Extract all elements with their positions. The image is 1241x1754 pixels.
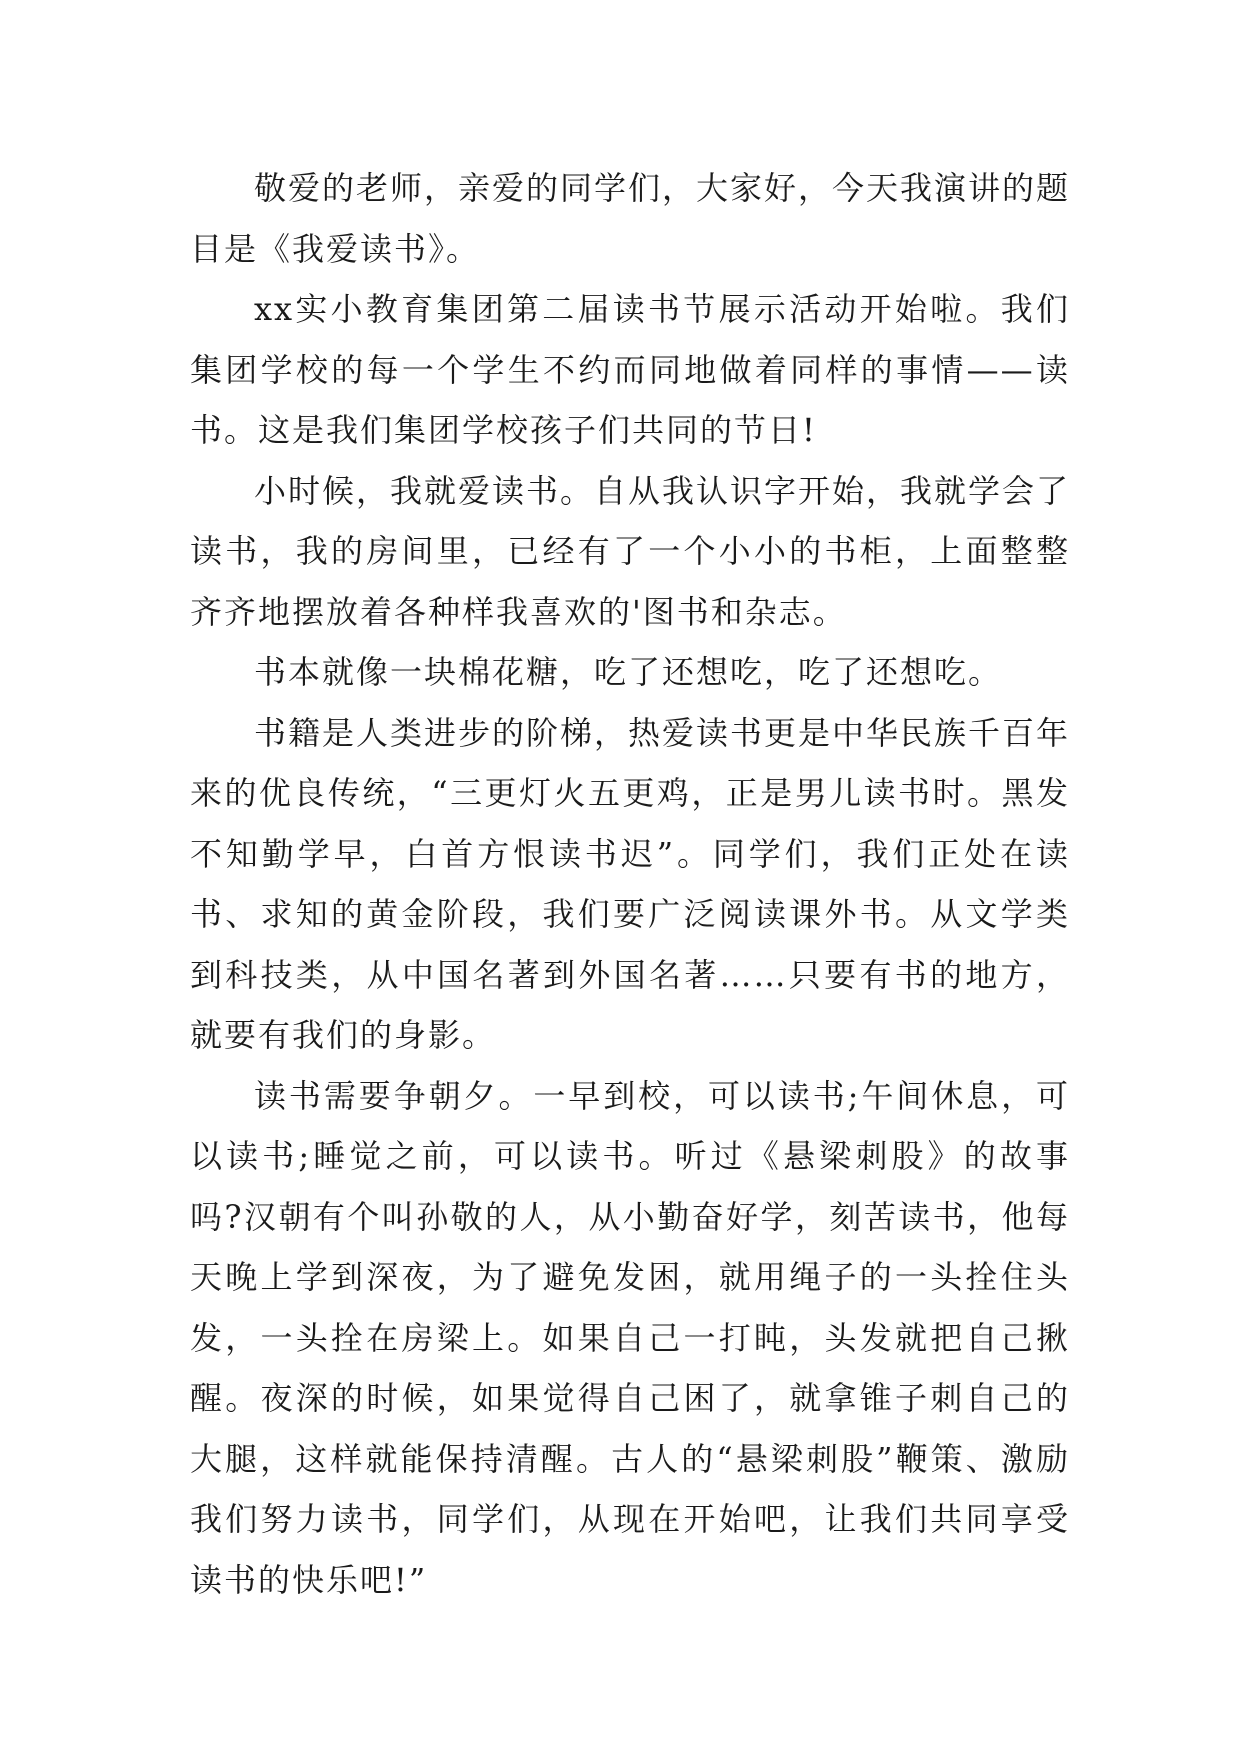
paragraph-ladder-of-progress: 书籍是人类进步的阶梯，热爱读书更是中华民族千百年来的优良传统，“三更灯火五更鸡，正是男儿读书时。黑发不知勤学早，白首方恨读书迟”。同学们，我们正处在读书、求知的黄金阶段，我们要广泛阅读课外书。从文学类到科技类，从中国名著到外国名著……只要有书的地方，就要有我们的身影。 — [190, 713, 1071, 1054]
speech-body — [190, 158, 1070, 1610]
paragraph-study-hard: 读书需要争朝夕。一早到校，可以读书;午间休息，可以读书;睡觉之前，可以读书。听过《悬梁刺股》的故事吗?汉朝有个叫孙敬的人，从小勤奋好学，刻苦读书，他每天晚上学到深夜，为了避免发困，就用绳子的一头拴住头发，一头拴在房梁上。如果自己一打盹，头发就把自己揪醒。夜深的时候，如果觉得自己困了，就拿锥子刺自己的大腿，这样就能保持清醒。古人的“悬梁刺股”鞭策、激励我们努力读书，同学们，从现在开始吧，让我们共同享受读书的快乐吧!” — [190, 1076, 1070, 1599]
paragraph-reading-festival: xx实小教育集团第二届读书节展示活动开始啦。我们集团学校的每一个学生不约而同地做着同样的事情——读书。这是我们集团学校孩子们共同的节日! — [190, 290, 1070, 449]
paragraph-cotton-candy: 书本就像一块棉花糖，吃了还想吃，吃了还想吃。 — [254, 653, 1003, 691]
paragraph-childhood: 小时候，我就爱读书。自从我认识字开始，我就学会了读书，我的房间里，已经有了一个小小的书柜，上面整整齐齐地摆放着各种样我喜欢的'图书和杂志。 — [190, 471, 1071, 631]
paragraph-greeting: 敬爱的老师，亲爱的同学们，大家好，今天我演讲的题目是《我爱读书》。 — [190, 169, 1071, 268]
